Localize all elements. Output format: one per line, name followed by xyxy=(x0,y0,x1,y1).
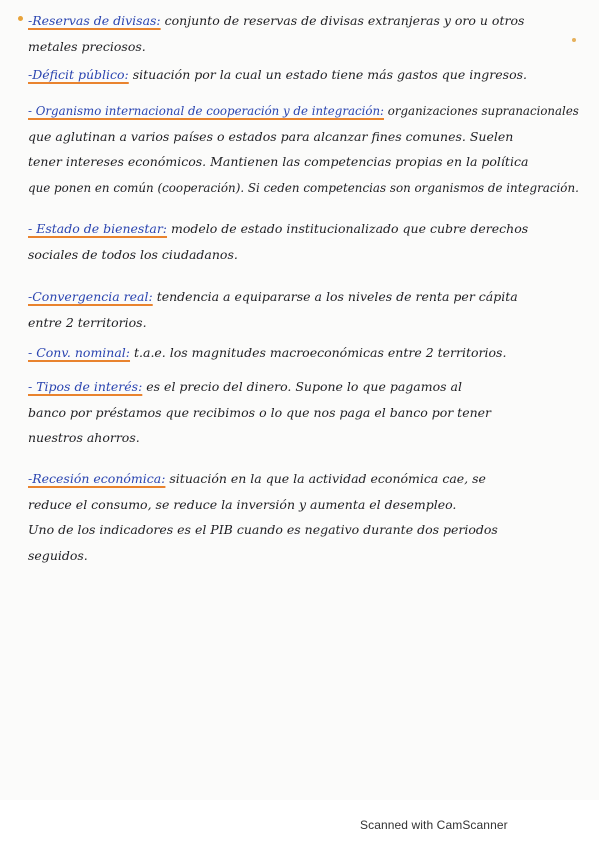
definition-text: es el precio del dinero. Supone lo que pagamos al xyxy=(142,379,462,394)
note-line: tener intereses económicos. Mantienen las competencias propias en la política xyxy=(28,154,529,169)
note-entry-convergencia-real xyxy=(0,284,599,335)
note-line: banco por préstamos que recibimos o lo que nos paga el banco por tener xyxy=(28,404,492,420)
note-line: que ponen en común (cooperación). Si ceden competencias son organismos de integración. xyxy=(28,179,579,195)
term-label: -Recesión económica: xyxy=(28,471,166,486)
note-entry-deficit-publico xyxy=(0,62,599,88)
note-line xyxy=(28,62,575,88)
note-entry-convergencia-nominal xyxy=(0,340,599,366)
term-label: -Convergencia real: xyxy=(28,289,153,304)
note-line xyxy=(28,216,575,242)
note-line: sociales de todos los ciudadanos. xyxy=(28,246,238,262)
note-line xyxy=(28,466,575,492)
note-line: Uno de los indicadores es el PIB cuando es negativo durante dos periodos xyxy=(28,522,498,537)
term-label: - Organismo internacional de cooperación y de integración: xyxy=(28,103,385,118)
note-line: que aglutinan a varios países o estados para alcanzar fines comunes. Suelen xyxy=(28,128,514,144)
term-label: - Estado de bienestar: xyxy=(28,221,168,236)
definition-text: situación en la que la actividad económica cae, se xyxy=(165,471,486,486)
definition-text: tendencia a equipararse a los niveles de renta per cápita xyxy=(152,289,518,304)
definition-text: organizaciones supranacionales xyxy=(384,103,579,118)
note-entry-recesion-economica xyxy=(0,466,599,568)
note-line: metales preciosos. xyxy=(28,38,146,54)
definition-text: modelo de estado institucionalizado que cubre derechos xyxy=(167,221,529,236)
note-line: seguidos. xyxy=(28,547,88,563)
note-line xyxy=(28,340,575,366)
definition-text: conjunto de reservas de divisas extranjeras y oro u otros xyxy=(160,13,525,28)
note-entry-tipos-de-interes xyxy=(0,374,599,451)
definition-text: t.a.e. los magnitudes macroeconómicas entre 2 territorios. xyxy=(130,345,507,360)
note-line: entre 2 territorios. xyxy=(28,314,147,330)
term-label: - Conv. nominal: xyxy=(28,345,131,360)
term-label: -Déficit público: xyxy=(28,67,129,82)
note-entry-organismo-internacional xyxy=(0,98,599,200)
note-line xyxy=(28,284,575,310)
note-entry-estado-de-bienestar xyxy=(0,216,599,267)
note-line xyxy=(28,98,579,124)
note-line: nuestros ahorros. xyxy=(28,430,140,445)
note-line: reduce el consumo, se reduce la inversión y aumenta el desempleo. xyxy=(28,496,457,512)
term-label: -Reservas de divisas: xyxy=(28,13,161,28)
definition-text: situación por la cual un estado tiene más gastos que ingresos. xyxy=(128,67,527,82)
note-line xyxy=(28,8,575,34)
note-line xyxy=(28,374,575,400)
term-label: - Tipos de interés: xyxy=(28,379,143,394)
camscanner-watermark: Scanned with CamScanner xyxy=(360,818,508,832)
note-entry-reservas-de-divisas xyxy=(0,8,599,59)
